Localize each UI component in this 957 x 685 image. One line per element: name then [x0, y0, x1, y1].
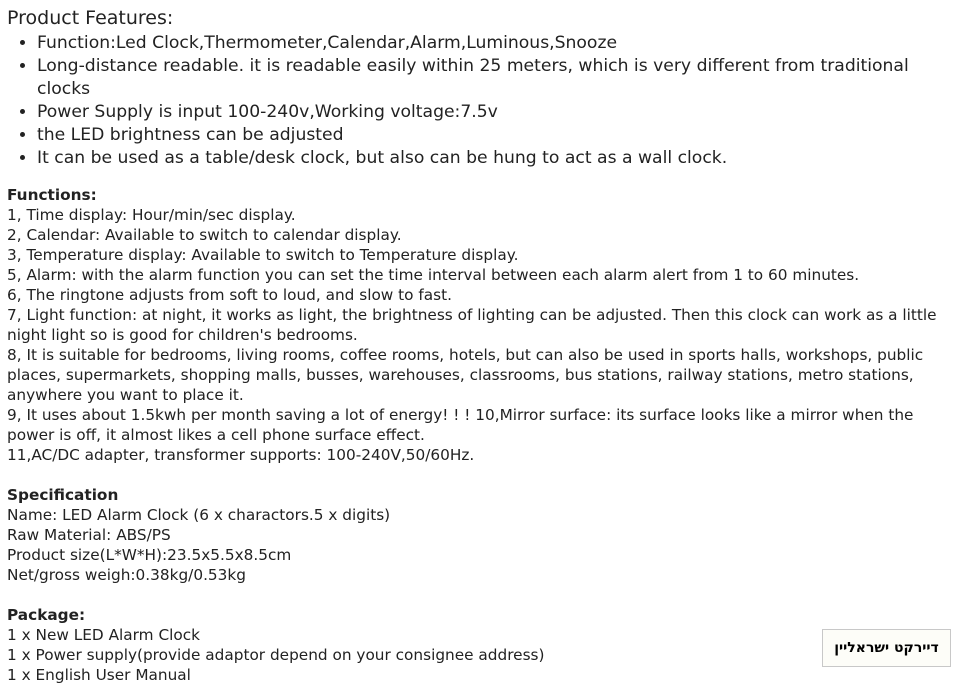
- package-line: 1 x Power supply(provide adaptor depend on your consignee address): [7, 646, 545, 664]
- function-line: 6, The ringtone adjusts from soft to loud, and slow to fast.: [7, 286, 452, 304]
- spec-line: Product size(L*W*H):23.5x5.5x8.5cm: [7, 546, 292, 564]
- package-line: 1 x New LED Alarm Clock: [7, 626, 200, 644]
- spacer: [7, 170, 953, 185]
- spec-line: Raw Material: ABS/PS: [7, 526, 171, 544]
- specification-section: [7, 485, 953, 585]
- store-badge-button[interactable]: דיירקט ישראליין: [822, 629, 951, 667]
- function-line: 1, Time display: Hour/min/sec display.: [7, 206, 296, 224]
- function-line: 8, It is suitable for bedrooms, living rooms, coffee rooms, hotels, but can also be used in sports halls, workshops, public places, supermarkets, shopping malls, busses, warehouses, classrooms, bus stations, railway stations, metro stations, anywhere you want to place it.: [7, 346, 924, 404]
- functions-title: Functions:: [7, 186, 97, 204]
- package-title: Package:: [7, 606, 86, 624]
- function-line: 9, It uses about 1.5kwh per month saving a lot of energy! ! ! 10,Mirror surface: its surface looks like a mirror when the power is off, it almost likes a cell phone surface effect.: [7, 406, 914, 444]
- specification-title: Specification: [7, 486, 119, 504]
- list-item: • Long-distance readable. it is readable easily within 25 meters, which is very different from traditional clocks: [37, 55, 953, 101]
- product-description: [7, 7, 953, 685]
- list-item: • Power Supply is input 100-240v,Working voltage:7.5v: [37, 101, 953, 124]
- function-line: 7, Light function: at night, it works as light, the brightness of lighting can be adjusted. Then this clock can work as a little night light so is good for children's bedrooms.: [7, 306, 937, 344]
- spacer: [7, 585, 953, 605]
- function-line: 5, Alarm: with the alarm function you can set the time interval between each alarm alert from 1 to 60 minutes.: [7, 266, 860, 284]
- package-line: 1 x English User Manual: [7, 666, 191, 684]
- features-list: [7, 32, 953, 170]
- list-item: • the LED brightness can be adjusted: [37, 124, 953, 147]
- package-section: [7, 605, 953, 685]
- list-item: • It can be used as a table/desk clock, but also can be hung to act as a wall clock.: [37, 147, 953, 170]
- function-line: 2, Calendar: Available to switch to calendar display.: [7, 226, 402, 244]
- spec-line: Net/gross weigh:0.38kg/0.53kg: [7, 566, 246, 584]
- spacer: [7, 465, 953, 485]
- list-item: • Function:Led Clock,Thermometer,Calendar,Alarm,Luminous,Snooze: [37, 32, 953, 55]
- functions-section: [7, 185, 953, 465]
- function-line: 11,AC/DC adapter, transformer supports: 100-240V,50/60Hz.: [7, 446, 475, 464]
- function-line: 3, Temperature display: Available to switch to Temperature display.: [7, 246, 519, 264]
- features-title: Product Features:: [7, 7, 174, 29]
- spec-line: Name: LED Alarm Clock (6 x charactors.5 x digits): [7, 506, 391, 524]
